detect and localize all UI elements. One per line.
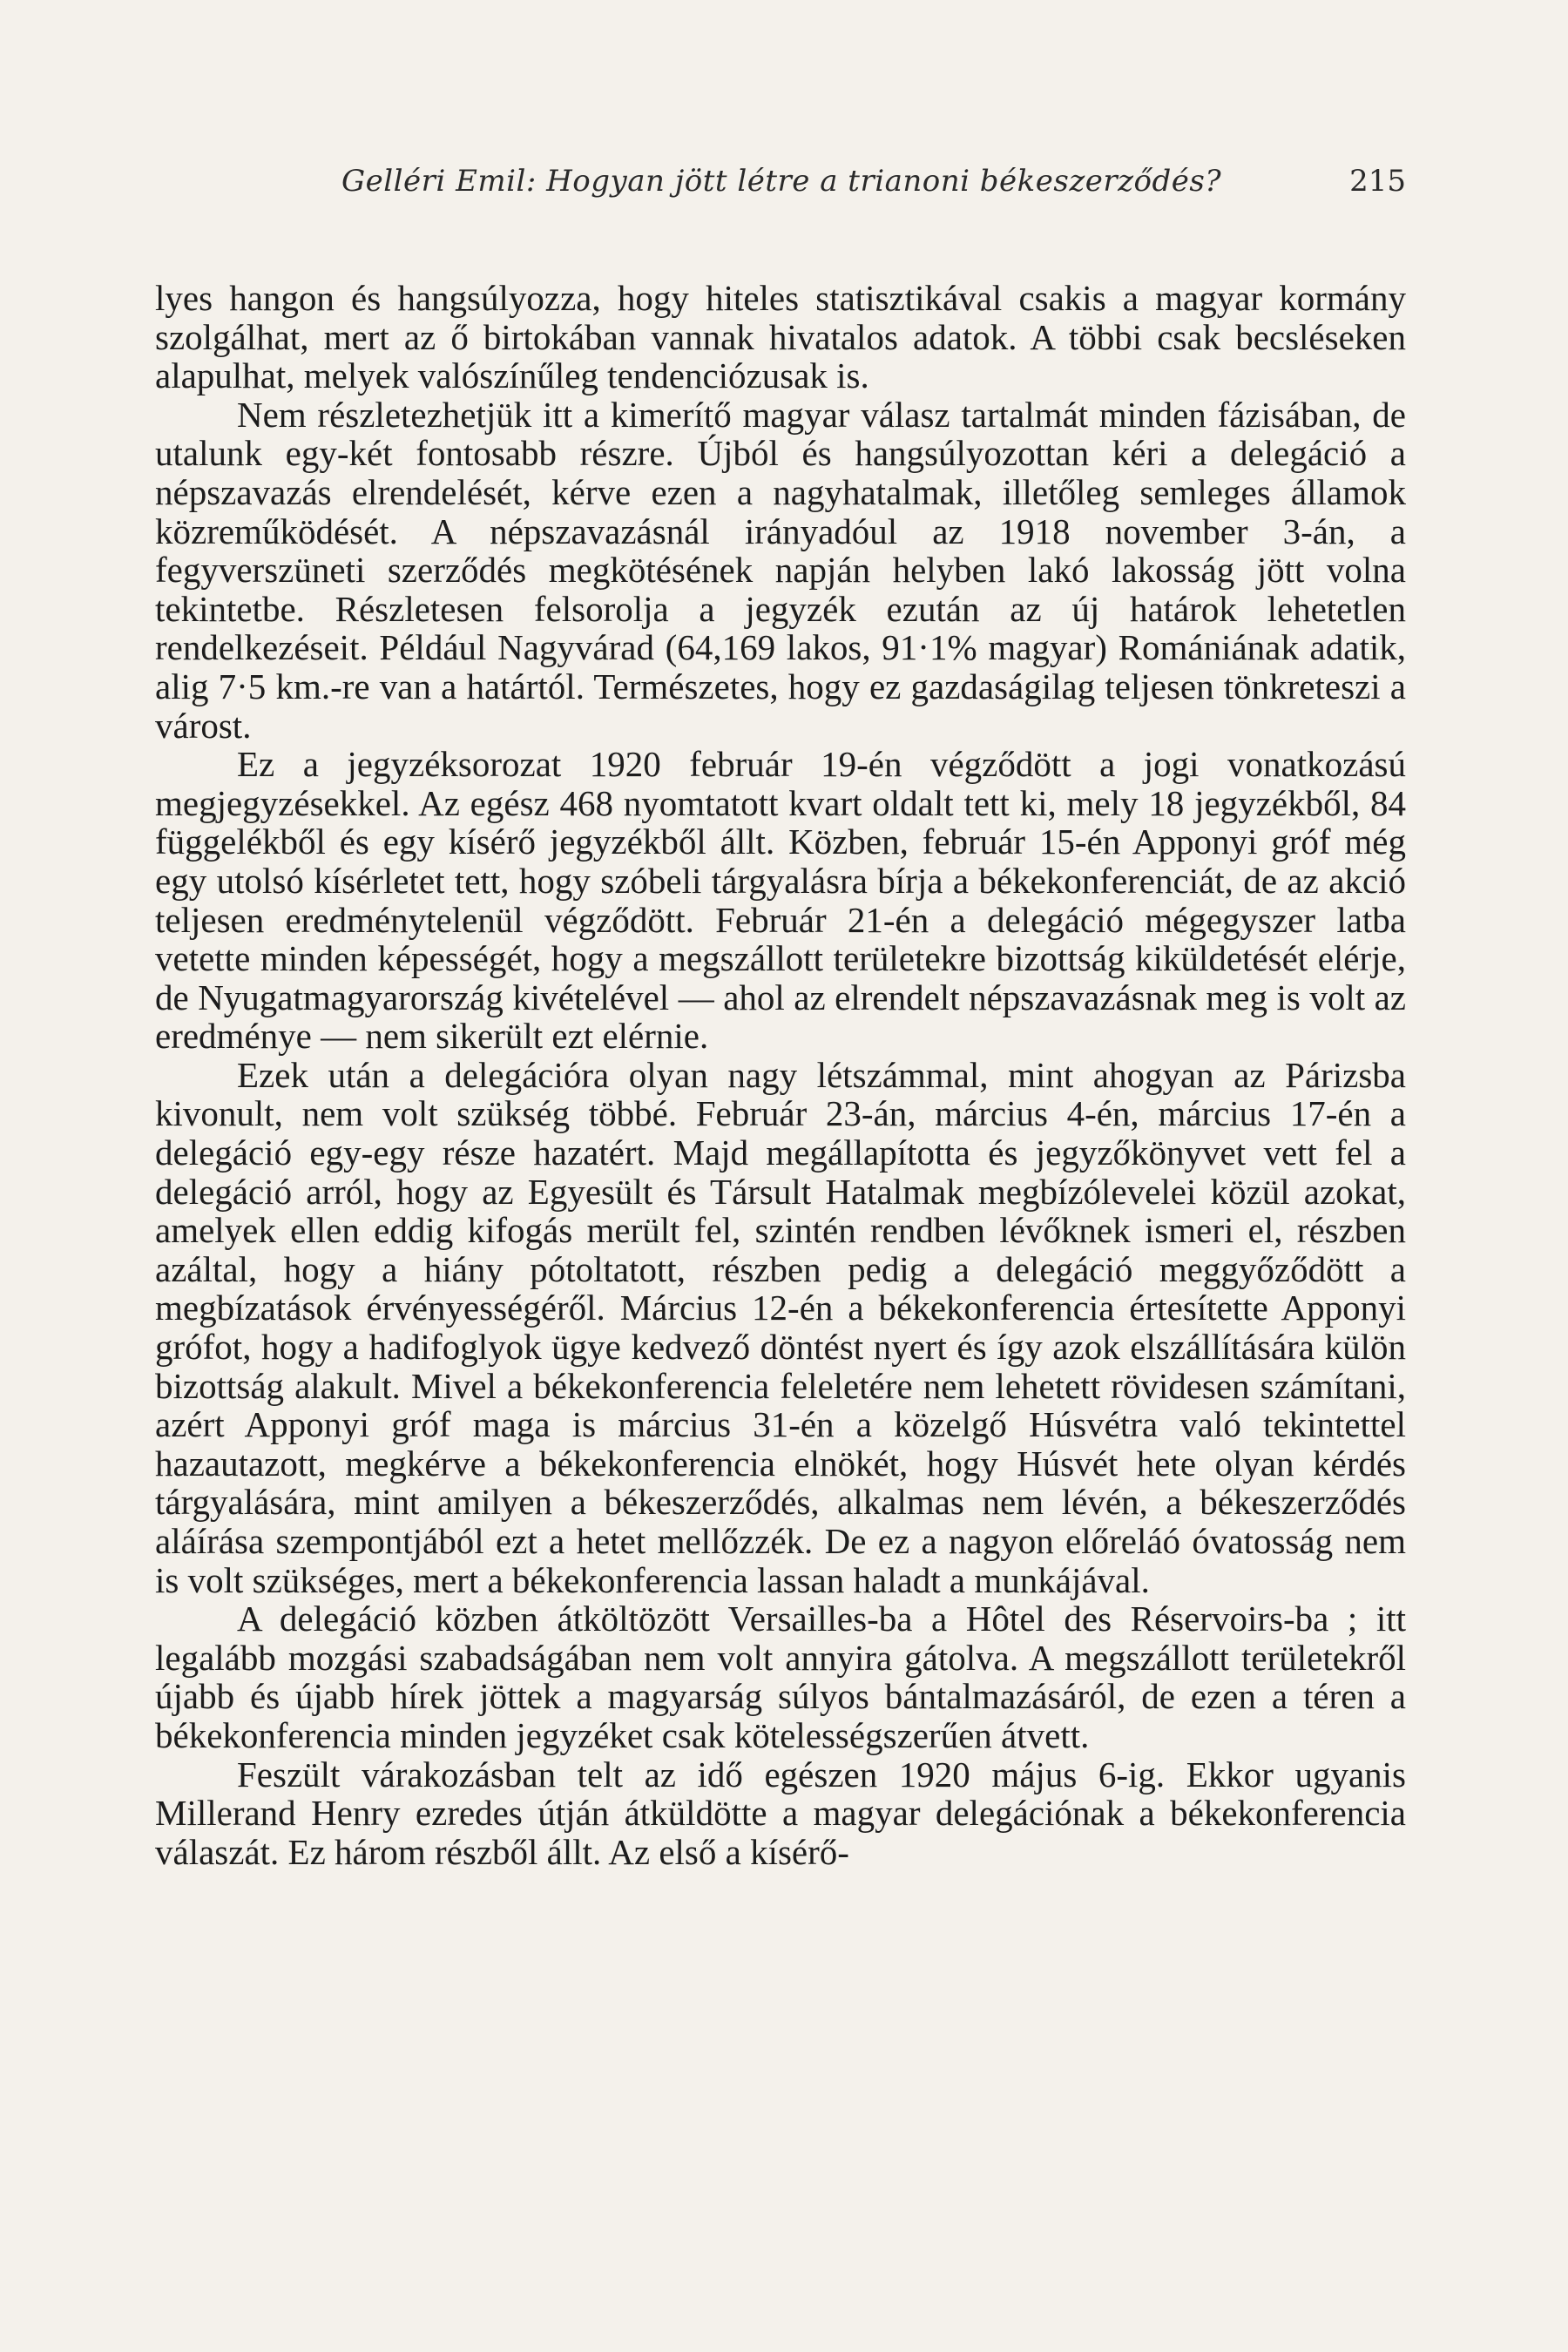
body-text — [155, 279, 1406, 1871]
paragraph: Ezek után a delegációra olyan nagy létszámmal, mint ahogyan az Párizsba kivonult, nem volt szükség többé. Február 23-án, március 4-én, március 17-én a delegáció egy-egy része hazatért. Majd megállapította és jegyzőkönyvet vett fel a delegáció arról, hogy az Egyesült és Társult Hatalmak megbízólevelei közül azokat, amelyek ellen eddig kifogás merült fel, szintén rendben lévőknek ismeri el, részben azáltal, hogy a hiány pótoltatott, részben pedig a delegáció meggyőződött a megbízatások érvényességéről. Március 12-én a békekonferencia értesítette Apponyi grófot, hogy a hadifoglyok ügye kedvező döntést nyert és így azok elszállítására külön bizottság alakult. Mivel a békekonferencia feleletére nem lehetett rövidesen számítani, azért Apponyi gróf maga is március 31-én a közelgő Húsvétra való tekintettel hazautazott, megkérve a békekonferencia elnökét, hogy Húsvét hete olyan kérdés tárgyalására, mint amilyen a békeszerződés, alkalmas nem lévén, a békeszerződés aláírása szempontjából ezt a hetet mellőzzék. De ez a nagyon előreláó óvatosság nem is volt szükséges, mert a békekonferencia lassan haladt a munkájával. — [155, 1054, 1406, 1600]
running-title: Gelléri Emil: Hogyan jött létre a trianoni békeszerződés? — [341, 164, 1222, 199]
paragraph: Feszült várakozásban telt az idő egészen 1920 május 6-ig. Ekkor ugyanis Millerand Henry ezredes útján átküldötte a magyar delegációnak a békekonferencia válaszát. Ez három részből állt. Az első a kísérő- — [155, 1754, 1406, 1872]
paragraph: Nem részletezhetjük itt a kimerítő magyar válasz tartalmát minden fázisában, de utalunk egy-két fontosabb részre. Újból és hangsúlyozottan kéri a delegáció a népszavazás elrendelését, kérve ezen a nagyhatalmak, illetőleg semleges államok közreműködését. A népszavazásnál irányadóul az 1918 november 3-án, a fegyverszüneti szerződés megkötésének napján helyben lakó lakosság jött volna tekintetbe. Részletesen felsorolja a jegyzék ezután az új határok lehetetlen rendelkezéseit. Például Nagyvárad (64,169 lakos, 91·1% magyar) Romániának adatik, alig 7·5 km.-re van a határtól. Természetes, hogy ez gazdaságilag teljesen tönkreteszi a várost. — [155, 394, 1406, 746]
paragraph: lyes hangon és hangsúlyozza, hogy hiteles statisztikával csakis a magyar kormány szolgálhat, mert az ő birtokában vannak hivatalos adatok. A többi csak becsléseken alapulhat, melyek valószínűleg tendenciózusak is. — [155, 278, 1406, 396]
paragraph: A delegáció közben átköltözött Versailles-ba a Hôtel des Réservoirs-ba ; itt legalább mozgási szabadságában nem volt annyira gátolva. A megszállott területekről újabb és újabb hírek jöttek a magyarság súlyos bántalmazásáról, de ezen a téren a békekonferencia minden jegyzéket csak kötelességszerűen átvett. — [155, 1598, 1406, 1755]
page-number: 215 — [1349, 164, 1406, 199]
page-header — [341, 164, 1406, 216]
paragraph: Ez a jegyzéksorozat 1920 február 19-én végződött a jogi vonatkozású megjegyzésekkel. Az egész 468 nyomtatott kvart oldalt tett ki, mely 18 jegyzékből, 84 függelékből és egy kísérő jegyzékből állt. Közben, február 15-én Apponyi gróf még egy utolsó kísérletet tett, hogy szóbeli tárgyalásra bírja a békekonferenciát, de az akció teljesen eredménytelenül végződött. Február 21-én a delegáció mégegyszer latba vetette minden képességét, hogy a megszállott területekre bizottság kiküldetését elérje, de Nyugatmagyarország kivételével — ahol az elrendelt népszavazásnak meg is volt az eredménye — nem sikerült ezt elérnie. — [155, 744, 1406, 1057]
